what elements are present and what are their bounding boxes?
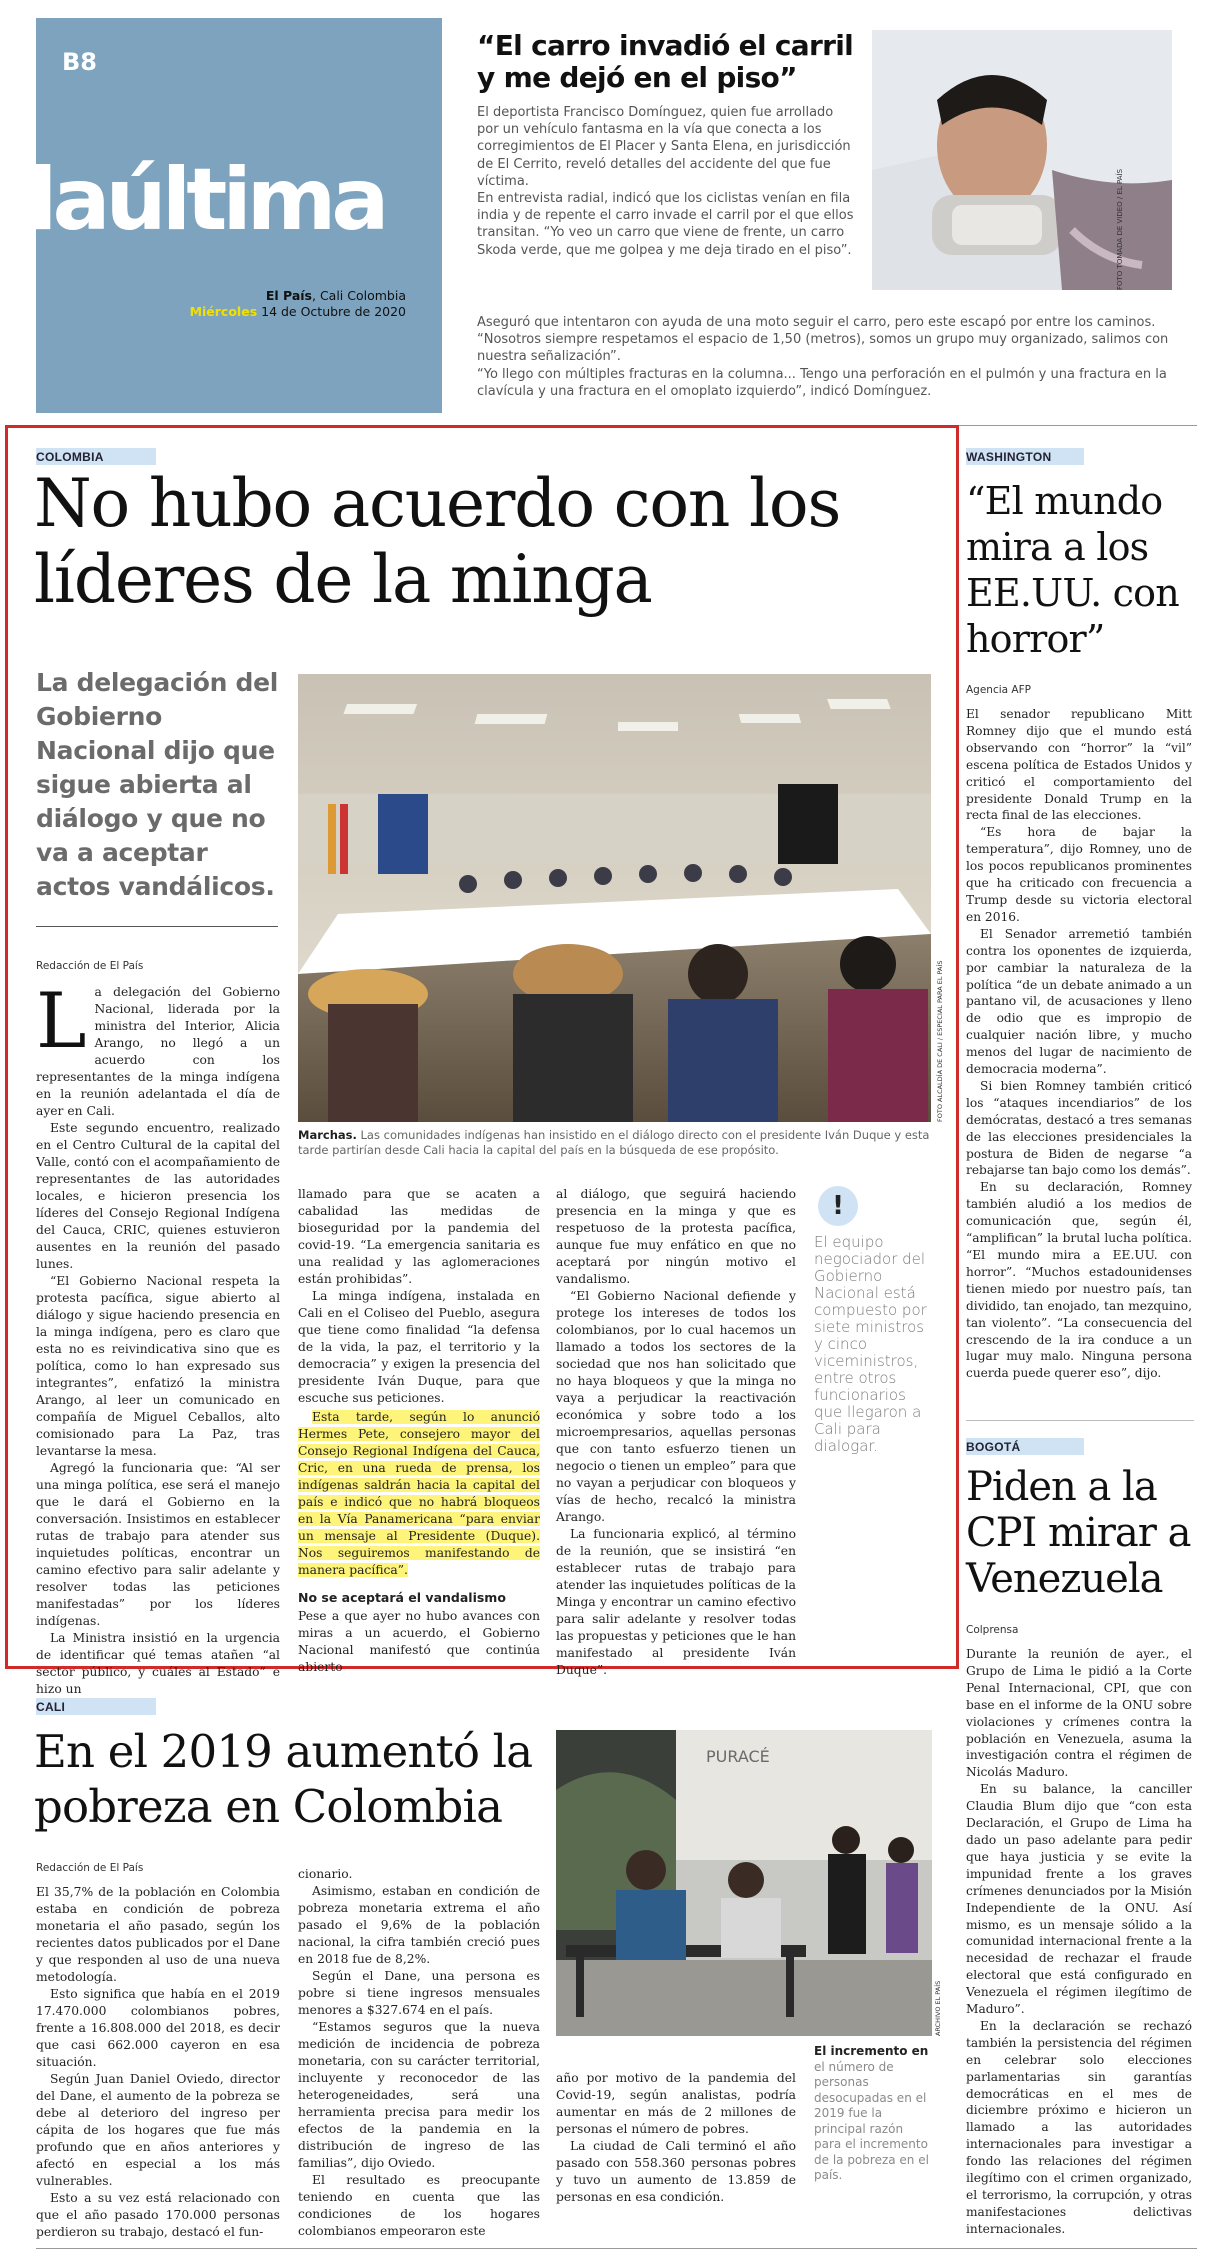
body-paragraph: cionario. [298, 1867, 353, 1881]
body-paragraph: Pese a que ayer no hubo avances con miras a un acuerdo, el Gobierno Nacional manifestó que continúa abierto [298, 1609, 540, 1674]
weekday: Miércoles [189, 304, 258, 319]
body-paragraph: Esto a su vez está relacionado con que el año pasado 170.000 personas perdieron su trabajo, destacó el fun- [36, 2191, 280, 2239]
top-story-paragraph: En entrevista radial, indicó que los ciclistas venían en fila india y de repente el carro invade el carril por el que ellos transitan. “Yo veo un carro que viene de frente, un carro Skoda verde, que me golpea y me deja tirado en el piso”. [477, 191, 854, 258]
top-story-body-upper [477, 104, 857, 259]
masthead-dateline [190, 288, 406, 320]
body-paragraph: al diálogo, que seguirá haciendo presencia en la minga y que es respetuoso de la protesta pacífica, aunque fue muy enfático en que no aceptará por ningún motivo el vandalismo. [556, 1187, 796, 1286]
cyclist-photo [872, 30, 1172, 290]
publication-name: El País [265, 288, 312, 303]
body-paragraph: Agregó la funcionaria que: “Al ser una minga política, ese será el manejo que le dará el Gobierno en la conversación. Insistimos en establecer rutas de trabajo para atender sus inquietudes políticas, encontrar un camino efectivo para salir adelante y resolver todas las peticiones manifestadas” por los líderes indígenas. [36, 1461, 280, 1628]
washington-byline: Agencia AFP [966, 684, 1031, 696]
meeting-illustration [298, 674, 931, 1122]
cali-col1 [36, 1884, 280, 2241]
bottom-rule [36, 2248, 1197, 2249]
body-paragraph: La Ministra insistió en la urgencia de identificar qué temas atañen “al sector público, y cuáles al Estado” e hizo un [36, 1631, 280, 1696]
body-paragraph: Según el Dane, una persona es pobre si tiene ingresos mensuales menores a $327.674 en el país. [298, 1969, 540, 2017]
bogota-byline: Colprensa [966, 1624, 1019, 1636]
body-paragraph: “El Gobierno Nacional defiende y protege los intereses de todos los colombianos, por lo cual hacemos un llamado a todos los sectores de la sociedad que nos han solicitado que no haya bloqueos y que la minga no vaya a perjudicar la reactivación económica y sobre todo a los microempresarios, aquellas personas que con tanto esfuerzo tienen un negocio o tienen un empleo” para que no vayan a perjudicar con bloqueos y vías de hecho, recalcó la ministra Arango. [556, 1289, 796, 1524]
sidebar-text: El equipo negociador del Gobierno Nacional está compuesto por siete ministros y cinco viceministros, entre otros funcionarios que llegaron a Cali para dialogar. [814, 1233, 927, 1455]
body-paragraph: El senador republicano Mitt Romney dijo que el mundo está observando con “horror” la “vil” escena política de Estados Unidos y criticó el comportamiento del presidente Donald Trump en la recta final de las elecciones. [966, 707, 1192, 823]
body-paragraph: Este segundo encuentro, realizado en el Centro Cultural de la capital del Valle, contó con el acompañamiento de representantes de las autoridades locales, e hicieron presencia los líderes del Consejo Regional Indígena del Cauca, CRIC, quienes estuvieron ausentes en la reunión del pasado lunes. [36, 1121, 280, 1271]
minga-caption [298, 1128, 931, 1158]
location: , Cali Colombia [312, 288, 406, 303]
body-paragraph: “El Gobierno Nacional respeta la protesta pacífica, sigue abierto al diálogo y sigue haciendo presencia en la minga indígena, pero es claro que esta no es reivindicativa sino que es política, como lo han expresado sus integrantes”, enfatizó la ministra Arango, al leer un comunicado en compañía de Miguel Ceballos, alto comisionado para La Paz, tras levantarse la mesa. [36, 1274, 280, 1458]
section-tag: WASHINGTON [966, 448, 1084, 465]
right-column-divider [966, 1420, 1194, 1421]
bogota-tag [966, 1436, 1084, 1455]
minga-col1 [36, 976, 280, 1698]
cali-tag [36, 1696, 156, 1715]
caption-lead: Marchas. [298, 1128, 357, 1142]
top-story-paragraph: “Yo llego con múltiples fracturas en la columna... Tengo una perforación en el pulmón y una fractura en la clavícula y una fractura en el omoplato izquierdo”, indicó Domínguez. [477, 366, 1167, 399]
section-tag: CALI [36, 1698, 156, 1715]
bogota-headline: Piden a la CPI mirar a Venezuela [966, 1464, 1191, 1602]
body-paragraph: La funcionaria explicó, al término de la reunión, que se insistirá “en establecer rutas de trabajo para atender las inquietudes políticas de la Minga y encontrar un camino efectivo para salir adelante y resolver todas las propuestas y peticiones que le han manifestado al presidente Iván Duque”. [556, 1527, 796, 1677]
masthead [28, 18, 442, 413]
top-story [462, 18, 1197, 418]
date: 14 de Octubre de 2020 [257, 304, 406, 319]
section-tag: COLOMBIA [36, 448, 156, 465]
caption-lead: El incremento en [814, 2044, 929, 2058]
top-story-body-lower [477, 314, 1185, 400]
street-sign-text: PURACÉ [706, 1747, 770, 1766]
body-paragraph: En la declaración se rechazó también la persistencia del régimen en celebrar solo elecciones parlamentarias sin garantías democráticas en el mes de diciembre próximo e hicieron un llamado a las autoridades internacionales para investigar a fondo las relaciones del régimen ilegítimo con el crimen organizado, el terrorismo, la corrupción, y otras manifestaciones delictivas internacionales. [966, 2018, 1192, 2236]
cali-photo-credit: ARCHIVO EL PAÍS [934, 1980, 942, 2036]
top-story-headline: “El carro invadió el carril y me dejó en el piso” [477, 29, 854, 94]
alert-icon [818, 1186, 858, 1226]
body-paragraph: llamado para que se acaten a cabalidad las medidas de bioseguridad por la pandemia del covid-19. “La emergencia sanitaria es una realidad y las aglomeraciones están prohibidas”. [298, 1187, 540, 1286]
body-paragraph: El Senador arremetió también contra los oponentes de izquierda, por cambiar la naturaleza de la política “de un debate animado a un pantano vil, de acusaciones y lleno de odio que es impropio de cualquier nación libre, y mucho menos del lugar de nacimiento de democracia moderna”. [966, 926, 1192, 1077]
lead-paragraph: a delegación del Gobierno Nacional, liderada por la ministra del Interior, Alicia Arango, no llegó a un acuerdo con los representantes de la minga indígena en la reunión adelantada el día de ayer en Cali. [36, 985, 280, 1118]
washington-headline: “El mundo mira a los EE.UU. con horror” [966, 479, 1179, 661]
minga-subhead: No se aceptará el vandalismo [298, 1590, 506, 1605]
minga-deck: La delegación del Gobierno Nacional dijo que sigue abierta al diálogo y que no va a aceptar actos vandálicos. [36, 668, 279, 901]
drop-cap: L [36, 976, 87, 1065]
body-paragraph: En su declaración, Romney también aludió a los medios de comunicación que, según él, “amplifican” la brutal lucha política. “El mundo mira a EE.UU. con horror”. “Muchos estadounidenses tienen miedo por nuestro país, tan dividido, tan enojado, tan mezquino, tan violento”. “La consecuencia del crescendo de la ira conduce a un lugar muy malo. Ninguna persona cuerda puede querer eso”, dijo. [966, 1180, 1192, 1381]
minga-headline: No hubo acuerdo con los líderes de la minga [34, 465, 841, 618]
washington-body [966, 706, 1192, 1382]
body-paragraph: “Estamos seguros que la nueva medición de incidencia de pobreza monetaria, con su carácter territorial, incluyente y reconocedor de las heterogeneidades, será una herramienta precisa para medir los efectos de la pandemia en la distribución de ingreso de las familias”, dijo Oviedo. [298, 2020, 540, 2170]
cali-byline: Redacción de El País [36, 1862, 144, 1874]
section-tag: BOGOTÁ [966, 1438, 1084, 1455]
minga-col3 [556, 1186, 796, 1679]
minga-meeting-photo [298, 674, 931, 1122]
cali-street-photo [556, 1730, 932, 2036]
minga-col2 [298, 1186, 540, 1676]
caption-text: el número de personas desocupadas en el 2019 fue la principal razón para el incremento de la pobreza en el país. [814, 2059, 929, 2182]
top-story-paragraph: Aseguró que intentaron con ayuda de una moto seguir el carro, pero este escapó por entre los caminos. “Nosotros siempre respetamos el espacio de 1,50 (metros), somos un grupo muy organizado, salimos con nuestra señalización”. [477, 315, 1169, 365]
caption-text: Las comunidades indígenas han insistido en el diálogo directo con el presidente Iván Duque y esta tarde partirían desde Cali hacia la capital del país en la búsqueda de ese propósito. [298, 1128, 930, 1157]
body-paragraph: “Es hora de bajar la temperatura”, dijo Romney, uno de los pocos republicanos prominentes que ha criticado con frecuencia a Trump desde su victoria electoral en 2016. [966, 825, 1192, 924]
street-illustration [556, 1730, 932, 2036]
body-paragraph: año por motivo de la pandemia del Covid-19, según analistas, podría aumentar en más de 2 millones de personas el número de pobres. [556, 2071, 796, 2136]
cyclist-illustration [872, 30, 1172, 290]
body-paragraph: La ciudad de Cali terminó el año pasado con 558.360 personas pobres y tuvo un aumento de 13.859 de personas en esa condición. [556, 2139, 796, 2204]
cali-headline: En el 2019 aumentó la pobreza en Colombia [34, 1725, 533, 1833]
minga-photo-credit: FOTO ALCALDÍA DE CALI / ESPECIAL PARA EL PAÍS [936, 960, 944, 1122]
page-number: B8 [62, 48, 97, 76]
minga-sidebar [814, 1186, 930, 1455]
top-photo-credit: FOTO TOMADA DE VIDEO / EL PAÍS [1116, 168, 1124, 290]
body-paragraph: La minga indígena, instalada en Cali en el Coliseo del Pueblo, asegura que tiene como finalidad “la defensa de la vida, la paz, el territorio y la democracia” y exigen la presencia del presidente Iván Duque, para que escuche sus peticiones. [298, 1289, 540, 1405]
body-paragraph: Durante la reunión de ayer., el Grupo de Lima le pidió a la Corte Penal Internacional, CPI, que con base en el informe de la ONU sobre violaciones y crímenes contra la población en Venezuela, asuma la investigación contra el régimen de Nicolás Maduro. [966, 1647, 1192, 1780]
bogota-body [966, 1646, 1192, 2238]
cali-col3 [556, 2070, 796, 2206]
top-story-paragraph: El deportista Francisco Domínguez, quien fue arrollado por un vehículo fantasma en la vía que conecta a los corregimientos de El Placer y Santa Elena, en jurisdicción de El Cerrito, reveló detalles del accidente del que fue víctima. [477, 105, 851, 189]
cali-caption [814, 2044, 932, 2184]
body-paragraph: En su balance, la canciller Claudia Blum dijo que “con esta Declaración, el Grupo de Lima ha dado un paso adelante para pedir que haya justicia y se evite la impunidad frente a los graves crímenes denunciados por la Misión Independiente de la ONU. Así mismo, es un mensaje sólido a la comunidad internacional frente a la necesidad de rechazar el fraude electoral que está configurado en Venezuela el régimen ilegítimo de Maduro”. [966, 1782, 1192, 2017]
highlight-text: Esta tarde, según lo anunció Hermes Pete, consejero mayor del Consejo Regional Indígena del Cauca, Cric, en una rueda de prensa, los indígenas saldrán hacia la capital del país e indicó que no habrá bloqueos en la Vía Panamericana “para enviar un mensaje al Presidente (Duque). Nos seguiremos manifestando de manera pacífica”. [298, 1410, 540, 1577]
minga-tag [36, 446, 156, 465]
minga-byline: Redacción de El País [36, 960, 144, 972]
body-paragraph: Según Juan Daniel Oviedo, director del Dane, el aumento de la pobreza se debe al deterioro del ingreso per cápita de los hogares que fue más profundo que en años anteriores y afectó en especial a los más vulnerables. [36, 2072, 280, 2188]
body-paragraph: Esto significa que había en el 2019 17.470.000 colombianos pobres, frente a 16.808.000 del 2018, es decir que casi 662.000 cayeron en esa situación. [36, 1987, 280, 2069]
highlighted-paragraph [298, 1409, 540, 1579]
body-paragraph: El resultado es preocupante teniendo en cuenta que las condiciones de los hogares colombianos empeoraron este [298, 2173, 540, 2238]
washington-tag [966, 446, 1084, 465]
alert-icon-glyph: ! [832, 1191, 844, 1221]
body-paragraph: El 35,7% de la población en Colombia estaba en condición de pobreza monetaria el año pasado, según los recientes datos publicados por el Dane y que responden al uso de una nueva metodología. [36, 1885, 280, 1984]
body-paragraph: Si bien Romney también criticó los “ataques incendiarios” de los demócratas, destacó a tres semanas de las elecciones presidenciales la postura de Biden de negarse “a rebajarse tan bajo como los demás”. [966, 1078, 1192, 1178]
deck-rule [36, 926, 278, 927]
section-name: laúltima [28, 150, 385, 250]
body-paragraph: Asimismo, estaban en condición de pobreza monetaria extrema el año pasado el 9,6% de la población nacional, la cifra también creció pues en 2018 fue de 8,2%. [298, 1884, 540, 1966]
cali-col2 [298, 1866, 540, 2240]
